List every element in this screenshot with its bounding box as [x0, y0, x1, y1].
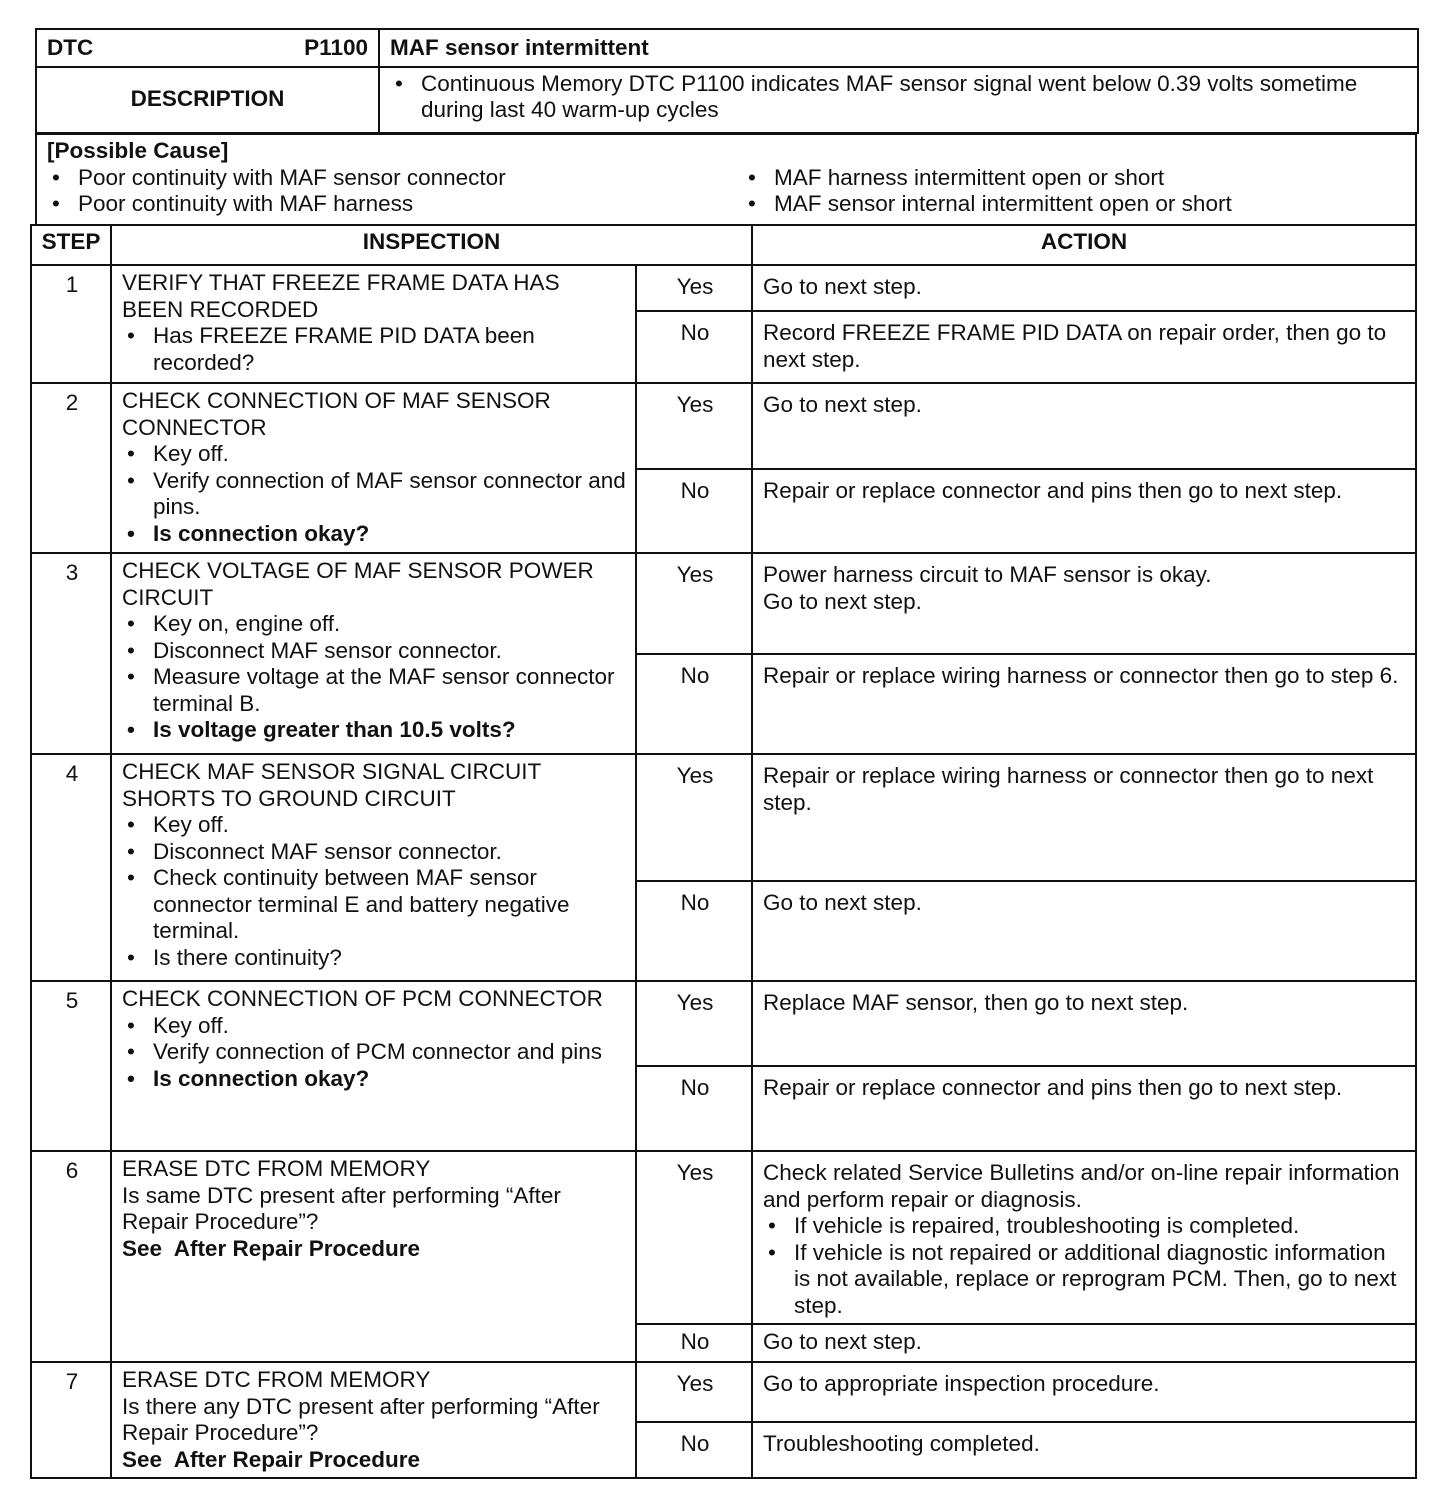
no-action: Repair or replace connector and pins then go to next step. [752, 1066, 1416, 1151]
step-number: 6 [31, 1151, 111, 1362]
step-question: • Is connection okay? [122, 1066, 627, 1093]
yes-action-item: • If vehicle is repaired, troubleshooting is completed. [763, 1213, 1407, 1240]
dtc-code-cell [36, 29, 379, 67]
step-number: 1 [31, 265, 111, 383]
table-row [31, 553, 1416, 654]
table-header-row [31, 225, 1416, 265]
step-number: 4 [31, 754, 111, 981]
col-header-inspection: INSPECTION [111, 225, 752, 265]
step-title: CHECK CONNECTION OF MAF SENSOR CONNECTOR [122, 388, 551, 440]
cause-item: • MAF sensor internal intermittent open or short [743, 191, 1405, 218]
step-question: • Is there continuity? [122, 945, 627, 972]
description-label: DESCRIPTION [36, 67, 379, 133]
no-label: No [636, 469, 752, 553]
step-title: ERASE DTC FROM MEMORY [122, 1156, 431, 1181]
yes-action: Replace MAF sensor, then go to next step. [752, 981, 1416, 1066]
yes-label: Yes [636, 265, 752, 311]
step-item: • Key on, engine off. [122, 611, 627, 638]
step-title: CHECK VOLTAGE OF MAF SENSOR POWER CIRCUIT [122, 558, 594, 610]
step-title: VERIFY THAT FREEZE FRAME DATA HAS BEEN RECORDED [122, 270, 560, 322]
step-item: • Disconnect MAF sensor connector. [122, 638, 627, 665]
yes-label: Yes [636, 553, 752, 654]
dtc-code: P1100 [304, 35, 368, 60]
step-item: • Key off. [122, 1013, 627, 1040]
col-header-step: STEP [31, 225, 111, 265]
yes-action-item: • If vehicle is not repaired or additional diagnostic information is not available, replace or reprogram PCM. Then, go to next step. [763, 1240, 1407, 1320]
step-number: 3 [31, 553, 111, 754]
yes-label: Yes [636, 981, 752, 1066]
no-label: No [636, 881, 752, 981]
yes-label: Yes [636, 1151, 752, 1324]
possible-cause-title: [Possible Cause] [47, 138, 229, 163]
step-item: • Disconnect MAF sensor connector. [122, 839, 627, 866]
yes-label: Yes [636, 1362, 752, 1422]
step-inspection [111, 265, 636, 383]
step-text: Is there any DTC present after performing “After Repair Procedure”? [122, 1393, 600, 1445]
inspection-table [30, 224, 1417, 1479]
step-number: 7 [31, 1362, 111, 1478]
step-question: • Is voltage greater than 10.5 volts? [122, 717, 627, 744]
step-inspection [111, 383, 636, 553]
table-row [31, 754, 1416, 881]
yes-label: Yes [636, 383, 752, 469]
no-action: Troubleshooting completed. [752, 1422, 1416, 1478]
table-row [31, 981, 1416, 1066]
yes-action: Go to next step. [752, 383, 1416, 469]
no-label: No [636, 1066, 752, 1151]
step-text: Is same DTC present after performing “After Repair Procedure”? [122, 1182, 561, 1234]
dtc-title: MAF sensor intermittent [379, 29, 1418, 67]
step-question: • Is connection okay? [122, 521, 627, 548]
no-action: Record FREEZE FRAME PID DATA on repair order, then go to next step. [752, 311, 1416, 383]
dtc-header-table [35, 28, 1419, 134]
step-inspection [111, 553, 636, 754]
yes-action [752, 1151, 1416, 1324]
step-item: • Key off. [122, 441, 627, 468]
no-action: Go to next step. [752, 1324, 1416, 1362]
description-cell [379, 67, 1418, 133]
step-item: • Check continuity between MAF sensor connector terminal E and battery negative terminal. [122, 865, 627, 945]
table-row [31, 1151, 1416, 1324]
step-inspection [111, 1151, 636, 1362]
table-row [31, 383, 1416, 469]
no-action: Go to next step. [752, 881, 1416, 981]
col-header-action: ACTION [752, 225, 1416, 265]
no-label: No [636, 654, 752, 754]
step-item: • Measure voltage at the MAF sensor connector terminal B. [122, 664, 627, 717]
yes-action [752, 553, 1416, 654]
step-number: 5 [31, 981, 111, 1151]
no-label: No [636, 311, 752, 383]
dtc-label: DTC [47, 35, 94, 60]
yes-label: Yes [636, 754, 752, 881]
yes-action: Repair or replace wiring harness or connector then go to next step. [752, 754, 1416, 881]
cause-item: • Poor continuity with MAF harness [47, 191, 709, 218]
yes-action-line: Power harness circuit to MAF sensor is okay. [763, 562, 1212, 587]
yes-action-line: Go to next step. [763, 588, 922, 614]
cause-item: • MAF harness intermittent open or short [743, 165, 1405, 192]
yes-action: Go to next step. [752, 265, 1416, 311]
yes-action: Go to appropriate inspection procedure. [752, 1362, 1416, 1422]
step-title: ERASE DTC FROM MEMORY [122, 1367, 431, 1392]
see-reference: See After Repair Procedure [122, 1235, 421, 1261]
step-inspection [111, 1362, 636, 1478]
step-inspection [111, 754, 636, 981]
no-label: No [636, 1422, 752, 1478]
see-reference: See After Repair Procedure [122, 1446, 421, 1472]
table-row [31, 265, 1416, 311]
cause-item: • Poor continuity with MAF sensor connector [47, 165, 709, 192]
step-inspection [111, 981, 636, 1151]
possible-cause-table [35, 133, 1417, 226]
description-text: • Continuous Memory DTC P1100 indicates MAF sensor signal went below 0.39 volts sometime during last 40 warm-up cycles [390, 71, 1407, 124]
table-row [31, 1362, 1416, 1422]
step-item: • Has FREEZE FRAME PID DATA been recorded? [122, 323, 627, 376]
no-label: No [636, 1324, 752, 1362]
step-title: CHECK CONNECTION OF PCM CONNECTOR [122, 986, 603, 1011]
no-action: Repair or replace connector and pins then go to next step. [752, 469, 1416, 553]
step-title: CHECK MAF SENSOR SIGNAL CIRCUIT SHORTS TO GROUND CIRCUIT [122, 759, 541, 811]
step-item: • Verify connection of PCM connector and pins [122, 1039, 627, 1066]
yes-action-text: Check related Service Bulletins and/or on-line repair information and perform repair or diagnosis. [763, 1160, 1400, 1212]
step-number: 2 [31, 383, 111, 553]
no-action: Repair or replace wiring harness or connector then go to step 6. [752, 654, 1416, 754]
possible-cause-cell [36, 134, 1416, 225]
step-item: • Verify connection of MAF sensor connector and pins. [122, 468, 627, 521]
step-item: • Key off. [122, 812, 627, 839]
